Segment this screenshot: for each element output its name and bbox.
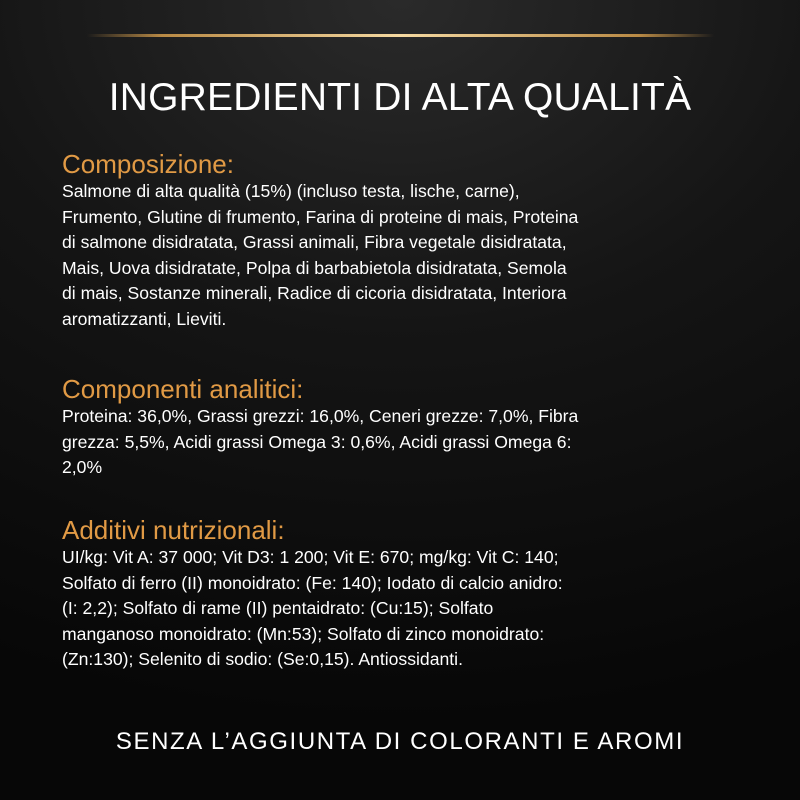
additives-line: manganoso monoidrato: (Mn:53); Solfato di zinco monoidrato:: [62, 623, 545, 644]
composition-line: aromatizzanti, Lieviti.: [62, 308, 227, 329]
composition-heading: Composizione:: [62, 149, 234, 179]
additives-line: (Zn:130); Selenito di sodio: (Se:0,15). Antiossidanti.: [62, 649, 463, 669]
analytical-heading: Componenti analitici:: [62, 374, 304, 404]
additives-line: UI/kg: Vit A: 37 000; Vit D3: 1 200; Vit E: 670; mg/kg: Vit C: 140;: [62, 547, 559, 567]
analytical-line: 2,0%: [62, 457, 103, 477]
additives-line: (I: 2,2); Solfato di rame (II) pentaidrato: (Cu:15); Solfato: [62, 598, 494, 618]
composition-section: [62, 149, 752, 332]
page-title: INGREDIENTI DI ALTA QUALITÀ: [108, 76, 692, 119]
additives-line: Solfato di ferro (II) monoidrato: (Fe: 140); Iodato di calcio anidro:: [62, 572, 563, 593]
gold-divider-line: [87, 34, 714, 37]
additives-text: [62, 545, 752, 673]
composition-line: Mais, Uova disidratate, Polpa di barbabietola disidratata, Semola: [62, 257, 567, 278]
composition-line: Frumento, Glutine di frumento, Farina di proteine di mais, Proteina: [62, 206, 579, 227]
analytical-section: [62, 374, 752, 481]
analytical-text: [62, 404, 752, 481]
additives-heading: Additivi nutrizionali:: [62, 515, 285, 545]
composition-line: di mais, Sostanze minerali, Radice di cicoria disidratata, Interiora: [62, 283, 567, 303]
composition-text: [62, 179, 752, 332]
composition-line: Salmone di alta qualità (15%) (incluso testa, lische, carne),: [62, 181, 520, 201]
analytical-line: grezza: 5,5%, Acidi grassi Omega 3: 0,6%, Acidi grassi Omega 6:: [62, 431, 572, 452]
footer-claim: SENZA L’AGGIUNTA DI COLORANTI E AROMI: [115, 728, 685, 755]
additives-section: [62, 515, 752, 673]
composition-line: di salmone disidratata, Grassi animali, Fibra vegetale disidratata,: [62, 232, 567, 252]
analytical-line: Proteina: 36,0%, Grassi grezzi: 16,0%, Ceneri grezze: 7,0%, Fibra: [62, 406, 579, 426]
